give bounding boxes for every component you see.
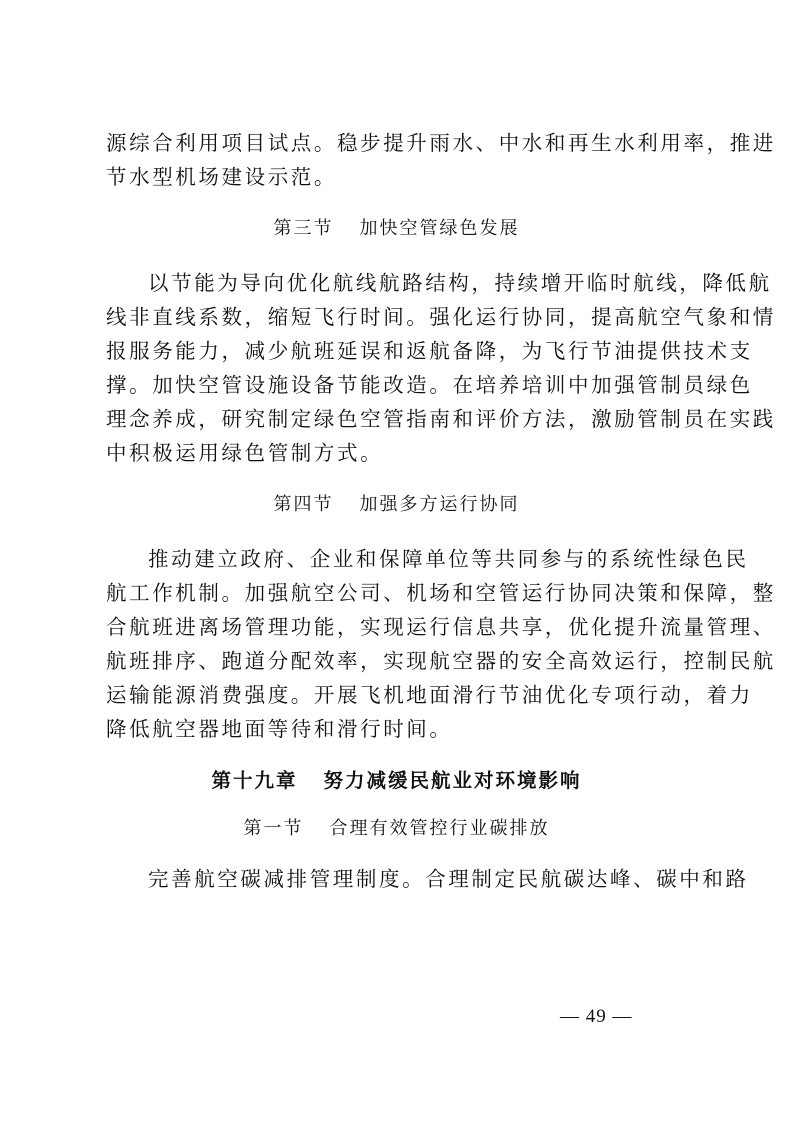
text-block-4 bbox=[106, 862, 749, 896]
section-heading bbox=[106, 214, 687, 244]
section-number: 第三节 bbox=[273, 218, 334, 239]
paragraph-line: 节水型机场建设示范。 bbox=[106, 165, 337, 189]
section-number: 第四节 bbox=[273, 494, 334, 515]
text-block-2 bbox=[106, 266, 776, 470]
section-heading bbox=[106, 814, 687, 844]
chapter-title: 努力减缓民航业对环境影响 bbox=[323, 769, 582, 792]
paragraph-line: 降低航空器地面等待和滑行时间。 bbox=[106, 717, 453, 741]
page-number: — 49 — bbox=[560, 1006, 633, 1027]
section-number: 第一节 bbox=[243, 818, 304, 839]
paragraph-line: 推动建立政府、企业和保障单位等共同参与的系统性绿色民 bbox=[148, 547, 749, 571]
paragraph-line: 理念养成，研究制定绿色空管指南和评价方法，激励管制员在实践 bbox=[106, 407, 776, 431]
paragraph-line: 中积极运用绿色管制方式。 bbox=[106, 441, 384, 465]
paragraph-line: 航班排序、跑道分配效率，实现航空器的安全高效运行，控制民航 bbox=[106, 649, 776, 673]
text-block-3 bbox=[106, 542, 776, 746]
paragraph-line: 线非直线系数，缩短飞行时间。强化运行协同，提高航空气象和情 bbox=[106, 305, 776, 329]
chapter-heading bbox=[106, 766, 687, 796]
paragraph-line: 源综合利用项目试点。稳步提升雨水、中水和再生水利用率，推进 bbox=[106, 131, 776, 155]
paragraph-line: 报服务能力，减少航班延误和返航备降，为飞行节油提供技术支 bbox=[106, 339, 753, 363]
paragraph-line: 运输能源消费强度。开展飞机地面滑行节油优化专项行动，着力 bbox=[106, 683, 753, 707]
paragraph-line: 合航班进离场管理功能，实现运行信息共享，优化提升流量管理、 bbox=[106, 615, 776, 639]
paragraph-line: 完善航空碳减排管理制度。合理制定民航碳达峰、碳中和路 bbox=[148, 867, 749, 891]
paragraph-line: 撑。加快空管设施设备节能改造。在培养培训中加强管制员绿色 bbox=[106, 373, 753, 397]
chapter-number: 第十九章 bbox=[211, 769, 298, 792]
section-title: 加强多方运行协同 bbox=[359, 494, 520, 515]
paragraph-line: 航工作机制。加强航空公司、机场和空管运行协同决策和保障，整 bbox=[106, 581, 776, 605]
text-block-1 bbox=[106, 126, 776, 194]
section-title: 合理有效管控行业碳排放 bbox=[329, 818, 550, 839]
paragraph-line: 以节能为导向优化航线航路结构，持续增开临时航线，降低航 bbox=[148, 271, 772, 295]
section-heading bbox=[106, 490, 687, 520]
section-title: 加快空管绿色发展 bbox=[359, 218, 520, 239]
